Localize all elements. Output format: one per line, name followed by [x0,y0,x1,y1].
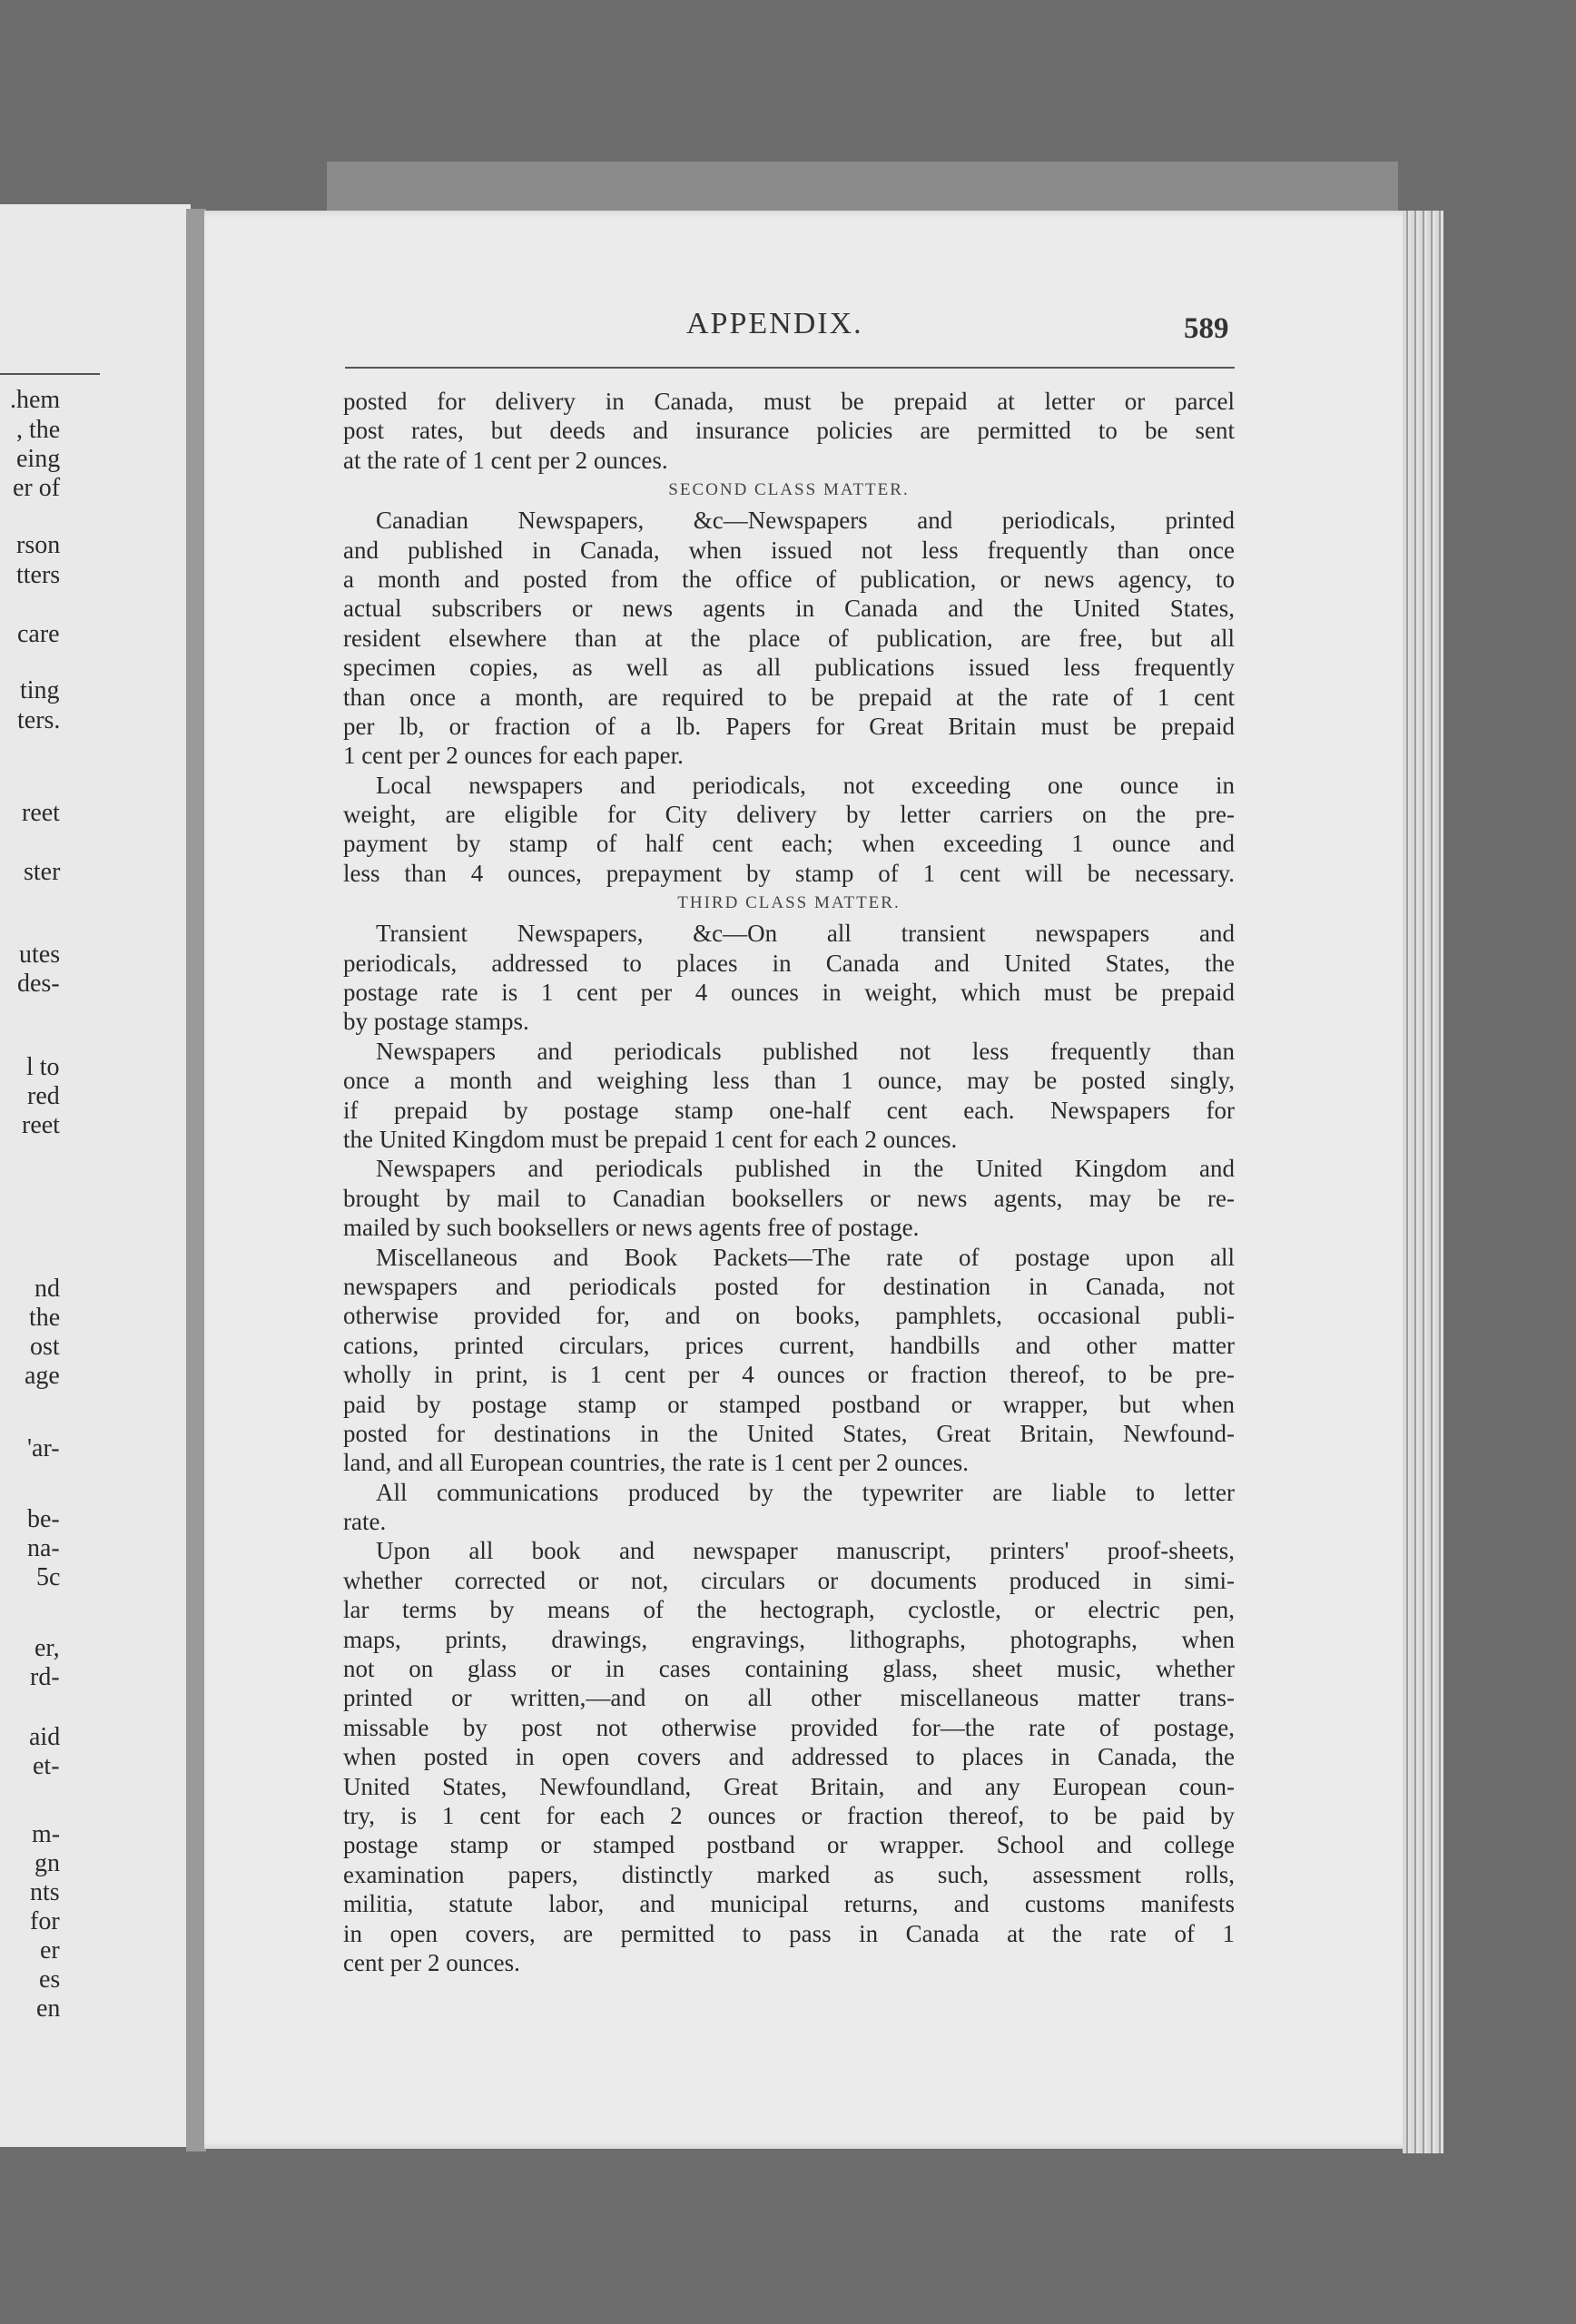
text-line: actual subscribers or news agents in Canada and the United States, [343,595,1235,623]
facing-page-text: ters. [17,706,61,734]
text-line: maps, prints, drawings, engravings, lithographs, photographs, when [343,1625,1235,1653]
text-line: Local newspapers and periodicals, not exceeding one ounce in [376,771,1235,799]
facing-page-text: ster [24,858,61,886]
text-line: Upon all book and newspaper manuscript, printers' proof-sheets, [376,1537,1235,1565]
facing-page-text: eing [16,445,61,473]
text-line: rate. [343,1508,387,1536]
text-line: try, is 1 cent for each 2 ounces or fraction thereof, to be paid by [343,1801,1235,1829]
facing-page-text: na- [27,1534,60,1562]
text-line: periodicals, addressed to places in Canada and United States, the [343,949,1235,977]
facing-page-text: be- [27,1505,60,1533]
text-line: land, and all European countries, the rate is 1 cent per 2 ounces. [343,1449,970,1477]
book-gutter [186,209,206,2152]
facing-page-text: er, [34,1634,60,1662]
facing-page-text: ost [30,1333,60,1361]
page-number: 589 [1184,312,1229,345]
facing-page-text: rd- [30,1663,60,1691]
text-line: weight, are eligible for City delivery by letter carriers on the pre- [343,801,1235,829]
text-line: examination papers, distinctly marked as such, assessment rolls, [343,1860,1235,1888]
facing-page-text: .hem [10,386,61,414]
facing-page-text: tters [16,561,61,589]
facing-page-text: 'ar- [27,1434,60,1462]
text-line: than once a month, are required to be prepaid at the rate of 1 cent [343,683,1235,711]
body-text [343,387,1235,1977]
text-line: once a month and weighing less than 1 ounce, may be posted singly, [343,1067,1235,1095]
text-line: United States, Newfoundland, Great Britain, and any European coun- [343,1772,1235,1800]
text-line: cent per 2 ounces. [343,1948,520,1976]
text-line: missable by post not otherwise provided for—the rate of postage, [343,1713,1235,1741]
facing-page-text: et- [33,1752,60,1780]
text-line: and published in Canada, when issued not less frequently than once [343,536,1235,564]
text-line: by postage stamps. [343,1008,529,1036]
facing-page-text: age [25,1362,60,1390]
text-line: postage rate is 1 cent per 4 ounces in weight, which must be prepaid [343,979,1235,1007]
text-line: militia, statute labor, and municipal returns, and customs manifests [343,1890,1235,1918]
section-heading: SECOND CLASS MATTER. [668,480,910,500]
text-line: brought by mail to Canadian booksellers or news agents, may be re- [343,1184,1235,1212]
text-line: Newspapers and periodicals published in the United Kingdom and [376,1155,1235,1183]
text-line: the United Kingdom must be prepaid 1 cent for each 2 ounces. [343,1125,958,1153]
facing-page-text: er of [13,474,61,502]
text-line: mailed by such booksellers or news agents free of postage. [343,1214,920,1242]
text-line: in open covers, are permitted to pass in Canada at the rate of 1 [343,1919,1235,1947]
facing-page-text: es [39,1965,61,1994]
facing-page-text: m- [32,1820,61,1848]
page-edge [1403,211,1443,2153]
facing-page-text: the [29,1304,61,1332]
text-line: posted for destinations in the United States, Great Britain, Newfound- [343,1419,1235,1447]
facing-page-text: nd [34,1275,60,1303]
text-line: Canadian Newspapers, &c—Newspapers and periodicals, printed [376,507,1235,535]
text-line: if prepaid by postage stamp one-half cent each. Newspapers for [343,1096,1235,1124]
text-line: postage stamp or stamped postband or wrapper. School and college [343,1831,1235,1859]
text-line: post rates, but deeds and insurance policies are permitted to be sent [343,417,1235,445]
text-line: All communications produced by the typewriter are liable to letter [376,1478,1235,1506]
facing-page-text: for [30,1907,60,1935]
scan-background-strip [327,162,1398,216]
text-line: printed or written,—and on all other miscellaneous matter trans- [343,1684,1235,1712]
text-line: posted for delivery in Canada, must be prepaid at letter or parcel [343,388,1235,415]
text-line: Newspapers and periodicals published not less frequently than [376,1037,1235,1065]
text-line: Miscellaneous and Book Packets—The rate of postage upon all [376,1243,1235,1271]
facing-page-text: er [40,1936,60,1965]
text-line: at the rate of 1 cent per 2 ounces. [343,446,668,474]
text-line: payment by stamp of half cent each; when exceeding 1 ounce and [343,830,1235,858]
facing-page-text: rson [16,531,61,559]
facing-page-text: reet [22,799,60,827]
facing-page-fragment [0,204,191,2147]
text-line: Transient Newspapers, &c—On all transient newspapers and [376,920,1235,948]
text-line: specimen copies, as well as all publications issued less frequently [343,654,1235,682]
section-heading: THIRD CLASS MATTER. [677,893,901,913]
facing-page-text: en [36,1994,61,2023]
text-line: wholly in print, is 1 cent per 4 ounces or fraction thereof, to be pre- [343,1361,1235,1389]
text-line: not on glass or in cases containing glass, sheet music, whether [343,1655,1235,1683]
header-rule [345,367,1235,369]
facing-page-text: care [17,620,60,648]
facing-page-text: reet [22,1111,60,1139]
text-line: a month and posted from the office of publication, or news agency, to [343,565,1235,593]
text-line: when posted in open covers and addressed to places in Canada, the [343,1743,1235,1771]
facing-page-text: utes [19,940,61,969]
facing-page-rule [0,373,100,375]
running-title: APPENDIX. [686,307,863,340]
facing-page-text: red [27,1082,60,1110]
facing-page-text: des- [17,970,60,998]
text-line: 1 cent per 2 ounces for each paper. [343,742,684,770]
text-line: per lb, or fraction of a lb. Papers for Great Britain must be prepaid [343,712,1235,740]
facing-page-text: nts [30,1878,60,1906]
text-line: whether corrected or not, circulars or documents produced in simi- [343,1566,1235,1594]
text-line: cations, printed circulars, prices current, handbills and other matter [343,1331,1235,1359]
facing-page-text: ting [20,676,60,704]
text-line: lar terms by means of the hectograph, cyclostle, or electric pen, [343,1596,1235,1624]
text-line: paid by postage stamp or stamped postband or wrapper, but when [343,1390,1235,1418]
facing-page-text: , the [16,416,61,444]
text-line: otherwise provided for, and on books, pamphlets, occasional publi- [343,1302,1235,1330]
facing-page-text: l to [26,1053,60,1081]
text-line: newspapers and periodicals posted for destination in Canada, not [343,1272,1235,1300]
facing-page-text: gn [34,1849,60,1877]
facing-page-text: aid [29,1723,61,1751]
text-line: resident elsewhere than at the place of publication, are free, but all [343,624,1235,652]
text-line: less than 4 ounces, prepayment by stamp of 1 cent will be necessary. [343,859,1235,887]
facing-page-text: 5c [36,1563,61,1591]
